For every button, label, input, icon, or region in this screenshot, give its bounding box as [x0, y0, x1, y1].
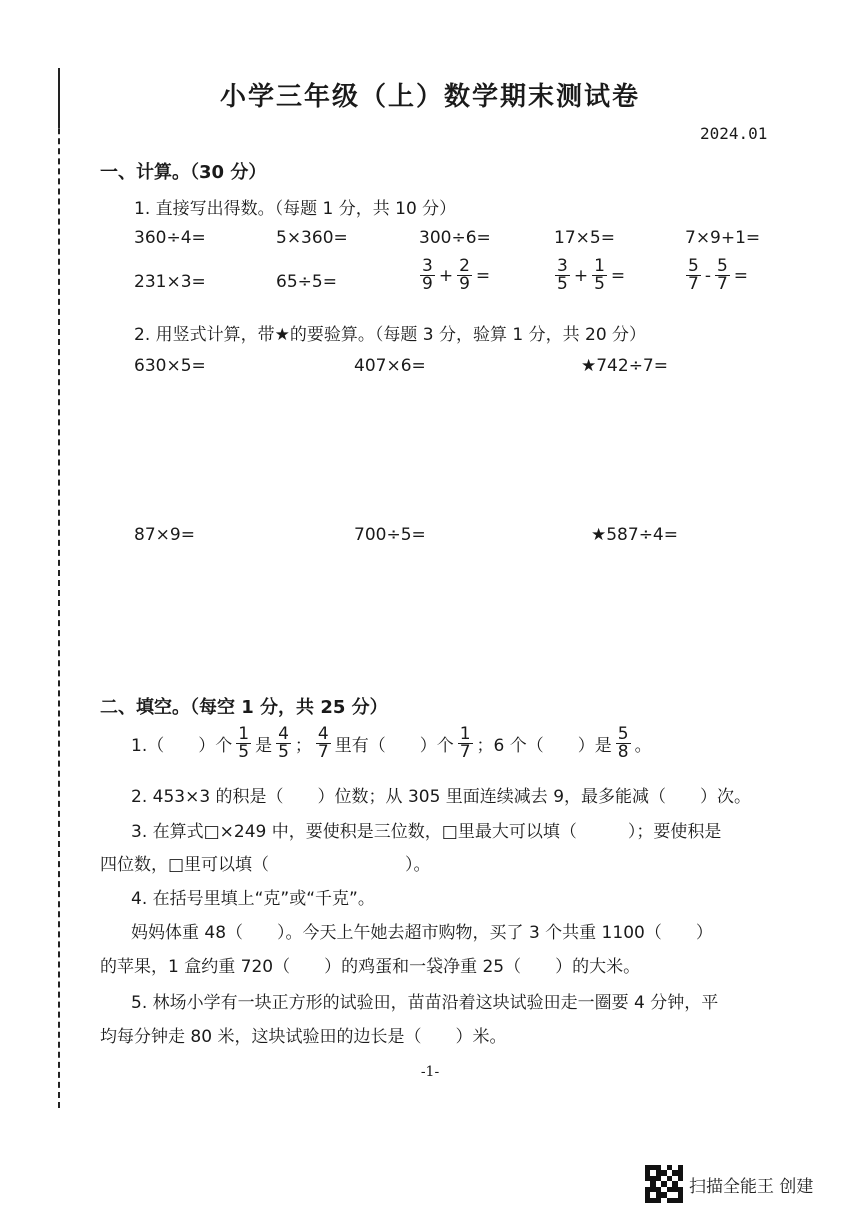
exam-date: 2024.01	[700, 124, 768, 143]
fraction	[236, 726, 251, 761]
watermark-text: 扫描全能王 创建	[689, 1176, 814, 1197]
denominator: 7	[716, 274, 728, 294]
fill-question-5-line2: 均每分钟走 80 米，这块试验田的边长是（ ）米。	[100, 1027, 507, 1047]
denominator: 5	[238, 742, 250, 762]
operator: -	[704, 265, 711, 286]
calc-item: 300÷6=	[419, 228, 491, 248]
vertical-calc-item: 87×9=	[134, 525, 195, 545]
fraction	[457, 258, 472, 293]
section2-heading: 二、填空。（每空 1 分，共 25 分）	[100, 697, 388, 718]
denominator: 8	[617, 742, 629, 762]
denominator: 9	[459, 274, 470, 294]
calc-item: 360÷4=	[134, 228, 206, 248]
fill-question-4: 4. 在括号里填上“克”或“千克”。	[131, 889, 375, 909]
numerator: 4	[317, 724, 329, 744]
numerator: 1	[238, 724, 250, 744]
fraction	[592, 258, 607, 293]
denominator: 7	[317, 742, 329, 762]
q1-prefix: 1.（ ）个	[131, 736, 233, 756]
calc-item: 231×3=	[134, 272, 206, 292]
fill-question-5: 5. 林场小学有一块正方形的试验田，苗苗沿着这块试验田走一圈要 4 分钟，平	[131, 993, 719, 1013]
fraction	[555, 258, 570, 293]
vertical-calc-item: 407×6=	[354, 356, 426, 376]
denominator: 5	[557, 274, 568, 294]
operator: +	[573, 265, 589, 286]
page-number: -1-	[420, 1064, 440, 1080]
numerator: 3	[422, 256, 433, 276]
fraction	[616, 726, 631, 761]
fill-question-4-line2: 妈妈体重 48（ ）。今天上午她去超市购物，买了 3 个共重 1100（ ）	[131, 923, 713, 943]
operator: +	[438, 265, 454, 286]
vertical-calc-item: ★587÷4=	[591, 525, 678, 545]
denominator: 7	[459, 742, 471, 762]
numerator: 2	[459, 256, 470, 276]
numerator: 5	[716, 256, 728, 276]
numerator: 4	[278, 724, 289, 744]
qr-code-icon	[645, 1165, 683, 1203]
exam-title: 小学三年级（上）数学期末测试卷	[219, 82, 640, 112]
fraction	[458, 726, 473, 761]
numerator: 5	[688, 256, 699, 276]
denominator: 5	[278, 742, 289, 762]
calc-item: 65÷5=	[276, 272, 337, 292]
numerator: 1	[459, 724, 471, 744]
q1-text: 是	[255, 736, 273, 756]
scanner-watermark	[645, 1165, 813, 1203]
fraction	[276, 726, 291, 761]
fraction	[715, 258, 730, 293]
fraction-expression	[685, 258, 748, 293]
section1-heading: 一、计算。（30 分）	[100, 162, 267, 183]
fill-question-1	[131, 726, 652, 761]
q1-text: 。	[634, 736, 652, 756]
fraction-expression	[554, 258, 625, 293]
numerator: 1	[594, 256, 605, 276]
binding-line	[58, 68, 60, 1108]
fraction	[316, 726, 331, 761]
numerator: 3	[557, 256, 568, 276]
fraction	[686, 258, 701, 293]
fill-question-2: 2. 453×3 的积是（ ）位数；从 305 里面连续减去 9，最多能减（ ）次。	[131, 787, 752, 807]
part1-heading: 1. 直接写出得数。（每题 1 分，共 10 分）	[134, 199, 457, 219]
fill-question-3-cont: 四位数，□里可以填（ ）。	[100, 855, 431, 875]
fraction-expression	[419, 258, 490, 293]
vertical-calc-item: 630×5=	[134, 356, 206, 376]
denominator: 9	[422, 274, 433, 294]
fraction	[420, 258, 435, 293]
calc-item: 7×9+1=	[685, 228, 761, 248]
equals-sign: =	[610, 265, 626, 286]
denominator: 7	[688, 274, 699, 294]
numerator: 5	[617, 724, 629, 744]
q1-text: ；	[294, 736, 312, 756]
fill-question-3: 3. 在算式□×249 中，要使积是三位数，□里最大可以填（ ）；要使积是	[131, 822, 722, 842]
q1-text: ；6 个（ ）是	[476, 736, 612, 756]
vertical-calc-item: ★742÷7=	[581, 356, 668, 376]
vertical-calc-item: 700÷5=	[354, 525, 426, 545]
denominator: 5	[594, 274, 605, 294]
fill-question-4-line3: 的苹果，1 盒约重 720（ ）的鸡蛋和一袋净重 25（ ）的大米。	[100, 957, 641, 977]
calc-item: 17×5=	[554, 228, 615, 248]
equals-sign: =	[475, 265, 491, 286]
q1-text: 里有（ ）个	[334, 736, 454, 756]
part2-heading: 2. 用竖式计算，带★的要验算。（每题 3 分，验算 1 分，共 20 分）	[134, 325, 647, 345]
equals-sign: =	[733, 265, 749, 286]
calc-item: 5×360=	[276, 228, 348, 248]
